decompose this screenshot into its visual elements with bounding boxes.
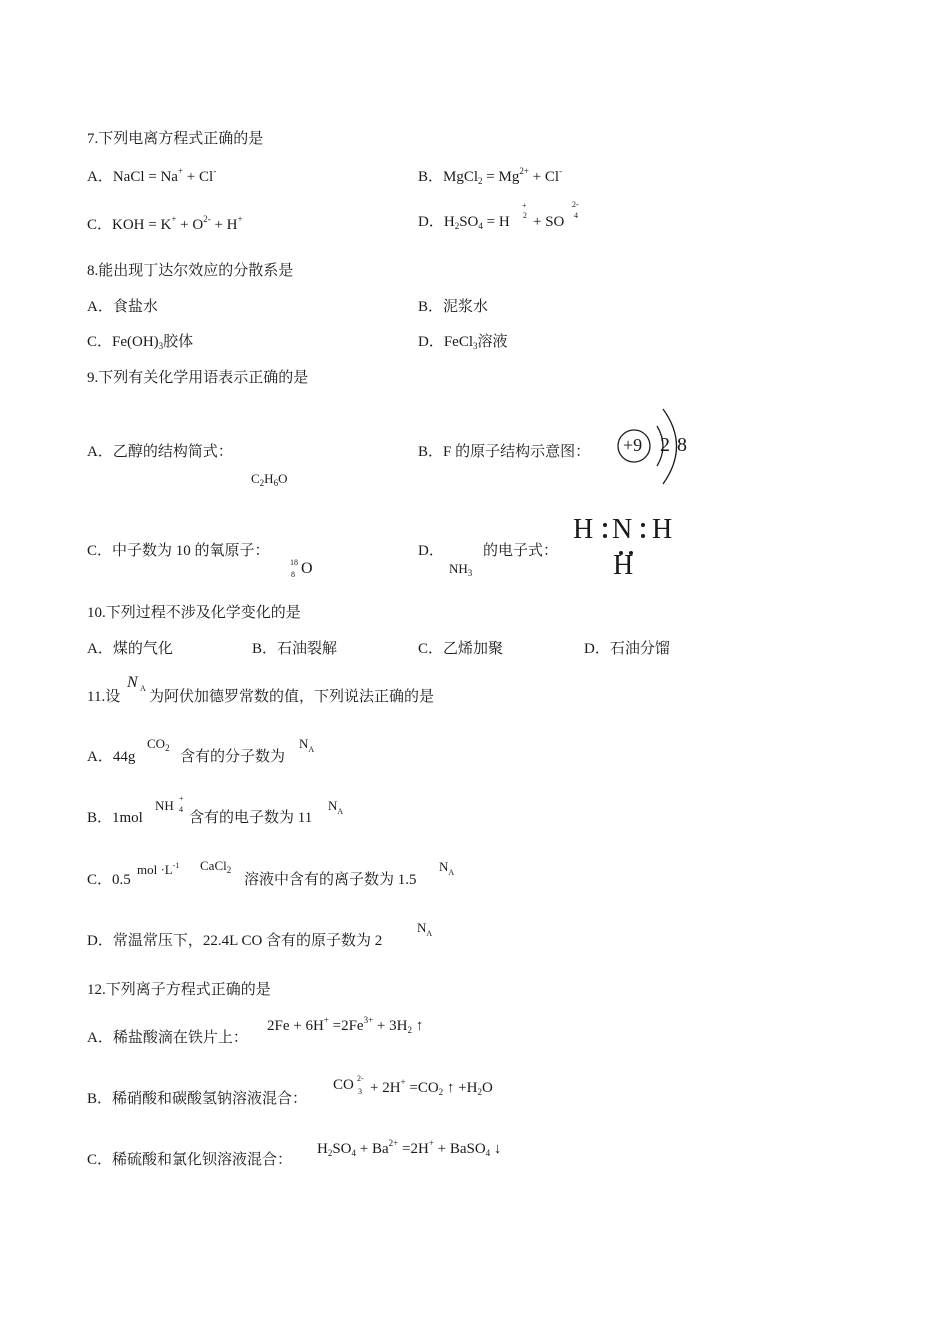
q9-option-d[interactable]: D．: [418, 543, 444, 559]
q12-a-equation: $2Fe + 6H^+ =2Fe^{3+} + 3H_2$ ↑: [267, 1015, 424, 1035]
q8-option-a[interactable]: A．食盐水: [87, 299, 158, 315]
q11-c-na: $N_A$: [439, 859, 455, 877]
q9-option-c[interactable]: C．中子数为 10 的氧原子：: [87, 543, 270, 559]
q7-stem: 7.下列电离方程式正确的是: [87, 131, 264, 147]
q9-stem: 9.下列有关化学用语表示正确的是: [87, 370, 309, 386]
q7-d-h-count: 2: [523, 211, 527, 220]
q8-stem: 8.能出现丁达尔效应的分散系是: [87, 263, 294, 279]
electron-dots-right: [640, 520, 646, 542]
q11-a-na: $N_A$: [299, 736, 315, 754]
q7-d-so4-count: 4: [574, 211, 578, 220]
q10-option-c[interactable]: C．乙烯加聚: [418, 641, 504, 657]
nh3-formula: $NH_3$: [449, 561, 473, 578]
q12-b-co3: CO: [333, 1077, 354, 1093]
q10-option-a[interactable]: A．煤的气化: [87, 641, 173, 657]
q10-option-d[interactable]: D．石油分馏: [584, 641, 670, 657]
q11-option-b[interactable]: B．1mol: [87, 810, 143, 826]
q11-stem-pre: 11.设: [87, 689, 121, 705]
q9-option-b[interactable]: B．F 的原子结构示意图：: [418, 444, 591, 460]
q12-option-a[interactable]: A．稀盐酸滴在铁片上：: [87, 1030, 248, 1046]
q12-stem: 12.下列离子方程式正确的是: [87, 982, 271, 998]
electron-n: N: [612, 514, 633, 545]
q11-a-text: 含有的分子数为: [180, 749, 286, 765]
q11-option-c[interactable]: C．0.5: [87, 872, 131, 888]
q7-option-d[interactable]: D．$H_2SO_4 = H$: [418, 214, 510, 231]
q7-option-c[interactable]: C．KOH = $K^+ + O^{2-} + H^+$: [87, 214, 243, 233]
q8-option-d[interactable]: D．FeCl$_3$溶液: [418, 334, 508, 351]
oxygen-mass-number: 18: [290, 558, 298, 567]
q11-d-na: $N_A$: [417, 920, 433, 938]
q12-b-co3-charge: 2-: [357, 1074, 364, 1083]
q9-option-a[interactable]: A．乙醇的结构简式：: [87, 444, 233, 460]
q9-a-formula: $C_2H_6O$: [251, 471, 288, 488]
q8-option-c[interactable]: C．$Fe(OH)_3$胶体: [87, 334, 194, 351]
atom-shell-1: 2: [660, 434, 670, 456]
q12-b-equation: + $2H^+ =CO_2$ ↑ $+H_2O$: [370, 1077, 493, 1097]
q7-option-b[interactable]: B．MgCl$_2$ = $Mg^{2+} + Cl^-$: [418, 166, 563, 186]
electron-h-bottom: H: [613, 550, 634, 581]
q11-a-formula: $CO_2$: [147, 736, 170, 753]
atom-shell-2: 8: [677, 434, 687, 456]
electron-dots-left: [602, 520, 608, 542]
q7-option-a[interactable]: A．NaCl = Na+ + Cl-: [87, 166, 217, 185]
electron-h-right: H: [652, 514, 673, 545]
na-symbol-n: N: [127, 674, 138, 691]
oxygen-atomic-number: 8: [291, 570, 295, 579]
electron-pair-right: [640, 520, 646, 542]
atom-nucleus-charge: +9: [623, 435, 643, 455]
q9-d-text: 的电子式：: [483, 543, 559, 559]
q11-option-d[interactable]: D．常温常压下，22.4L CO 含有的原子数为 2: [87, 933, 383, 949]
q10-option-b[interactable]: B．石油裂解: [252, 641, 338, 657]
q11-b-na: $N_A$: [328, 798, 344, 816]
q12-option-c[interactable]: C．稀硫酸和氯化钡溶液混合：: [87, 1152, 293, 1168]
q12-c-equation: $H_2SO_4 + Ba^{2+} =2H^+$ + BaSO$_4$ ↓: [317, 1138, 502, 1158]
oxygen-symbol: O: [301, 560, 313, 577]
q11-b-formula: NH: [155, 798, 174, 813]
q11-b-count: 4: [179, 805, 183, 814]
q10-stem: 10.下列过程不涉及化学变化的是: [87, 605, 301, 621]
q7-d-so4-charge: 2-: [572, 200, 579, 209]
q11-c-unit: mol $\cdot L^{-1}$: [137, 861, 180, 877]
q7-d-h-charge: +: [522, 201, 527, 210]
q11-stem-post: 为阿伏加德罗常数的值，下列说法正确的是: [149, 689, 435, 705]
q7-d-tail: + SO: [533, 214, 565, 230]
q12-option-b[interactable]: B．稀硝酸和碳酸氢钠溶液混合：: [87, 1091, 308, 1107]
na-symbol-a: A: [140, 684, 146, 693]
q12-b-co3-count: 3: [358, 1087, 362, 1096]
q8-option-b[interactable]: B．泥浆水: [418, 299, 489, 315]
q11-c-formula: CaCl$_2$: [200, 858, 232, 875]
q11-b-text: 含有的电子数为 11: [189, 810, 313, 826]
q11-c-text: 溶液中含有的离子数为 1.5: [244, 872, 417, 888]
electron-h-left: H: [573, 514, 594, 545]
q11-option-a[interactable]: A．44g: [87, 749, 136, 765]
electron-pair-left: [602, 520, 608, 542]
q11-b-charge: +: [179, 794, 184, 803]
